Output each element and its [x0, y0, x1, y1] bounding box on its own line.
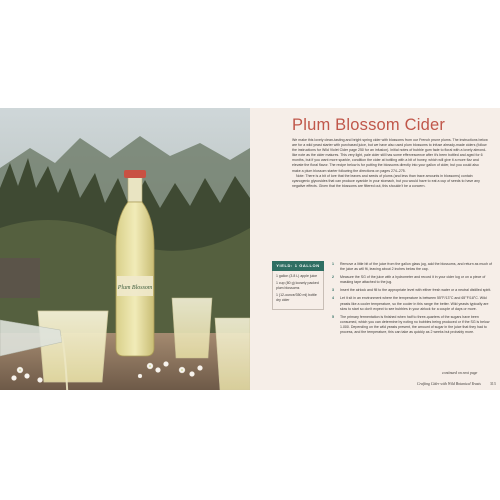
step-item — [332, 262, 492, 272]
step-number: 2 — [332, 275, 334, 280]
ingredient-item: 1 cup (80 g) loosely packed plum blossoms — [276, 281, 319, 290]
step-text: Let it sit in an environment where the temperature is between 55°F/13°C and 65°F/18°C. Wild yeasts like a cooler temperature, so the cooler in this range the better. Wild yeasts typically are slow to start so don't expect to see bubbles in your airlock for a couple of days or more. — [340, 296, 489, 311]
step-text: Remove a little bit of the juice from the gallon glass jug, add the blossoms, and return as much of the juice as will fit, leaving about 2 inches below the cap. — [340, 262, 493, 272]
running-footer: Crafting Cider with Wild Botanical Yeasts — [417, 382, 481, 386]
intro-paragraph: We make this lovely clean-tasting and bright spring cider with blossoms from our French prune plums. The instructions below are for a wild yeast starter with purchased juice, but we have also used plum blossoms to infuse already-made ciders (follow the instructions for Wild Violet Cider page 250 for an infusion). Initial notes of bubble gum fade to floral with a lovely almond-like note as the cider matures. This very light, pale cider still has some effervescence after it's been bottled and aged for 6 months, but if you want more sparkle, condition the cider at bottling with a bit of honey, which will give it a more fizz and elevate the floral flavor. The recipe below is for putting the blossoms directly into your gallon of cider, but you could also make a plum blossom starter following the directions on pages 274–275. — [292, 138, 488, 173]
step-number: 3 — [332, 288, 334, 293]
ingredient-item: 1 (12-ounce/350 ml) bottle dry cider — [276, 293, 317, 302]
yield-box — [272, 261, 324, 310]
step-number: 4 — [332, 296, 334, 301]
yield-label: YIELD: 1 GALLON — [272, 261, 324, 271]
step-text: Measure the SG of the juice with a hydrometer and record it in your cider log or on a piece of masking tape attached to the jug. — [340, 275, 486, 285]
step-number: 5 — [332, 314, 334, 319]
bottle-label-text: Plum Blossom — [117, 285, 153, 291]
cider-photo — [0, 108, 250, 390]
recipe-intro — [292, 138, 488, 189]
recipe-title: Plum Blossom Cider — [292, 116, 446, 134]
recipe-page — [250, 108, 500, 390]
intro-note-paragraph: Note: There is a bit of lore that the leaves and seeds of plums (and less than trace amounts in blossoms) contain cyanogenic glycosides that can produce cyanide in your stomach, but you would have to eat a cup of seeds to have any negative effects. Given that the blossoms are filtered out, this shouldn't be a concern. — [292, 173, 480, 188]
step-text: Insert the airlock and fill to the appropriate level with either fresh water or a neutral distilled spirit. — [340, 288, 492, 293]
step-text: The primary fermentation is finished when half to three-quarters of the sugars have been consumed, which you can determine by noting no bubbles being produced or if the SG is below 1.000. Depending on the wild yeasts present, the amount of sugar in the juice that they had to process, and the temperature, this can take as quickly as 2 weeks but probably more. — [340, 314, 490, 335]
page-number: 313 — [490, 382, 496, 386]
ingredient-item: 1 gallon (3.8 L) apple juice — [276, 274, 318, 278]
book-spread — [0, 108, 500, 390]
step-item — [332, 288, 492, 293]
ingredients-list — [272, 271, 324, 310]
step-number: 1 — [332, 262, 334, 266]
step-item — [332, 315, 492, 335]
cider-photo-illustration — [0, 108, 250, 390]
continued-note: continued on next page — [442, 371, 478, 375]
recipe-steps — [332, 262, 492, 338]
step-item — [332, 275, 492, 285]
step-item — [332, 296, 492, 311]
